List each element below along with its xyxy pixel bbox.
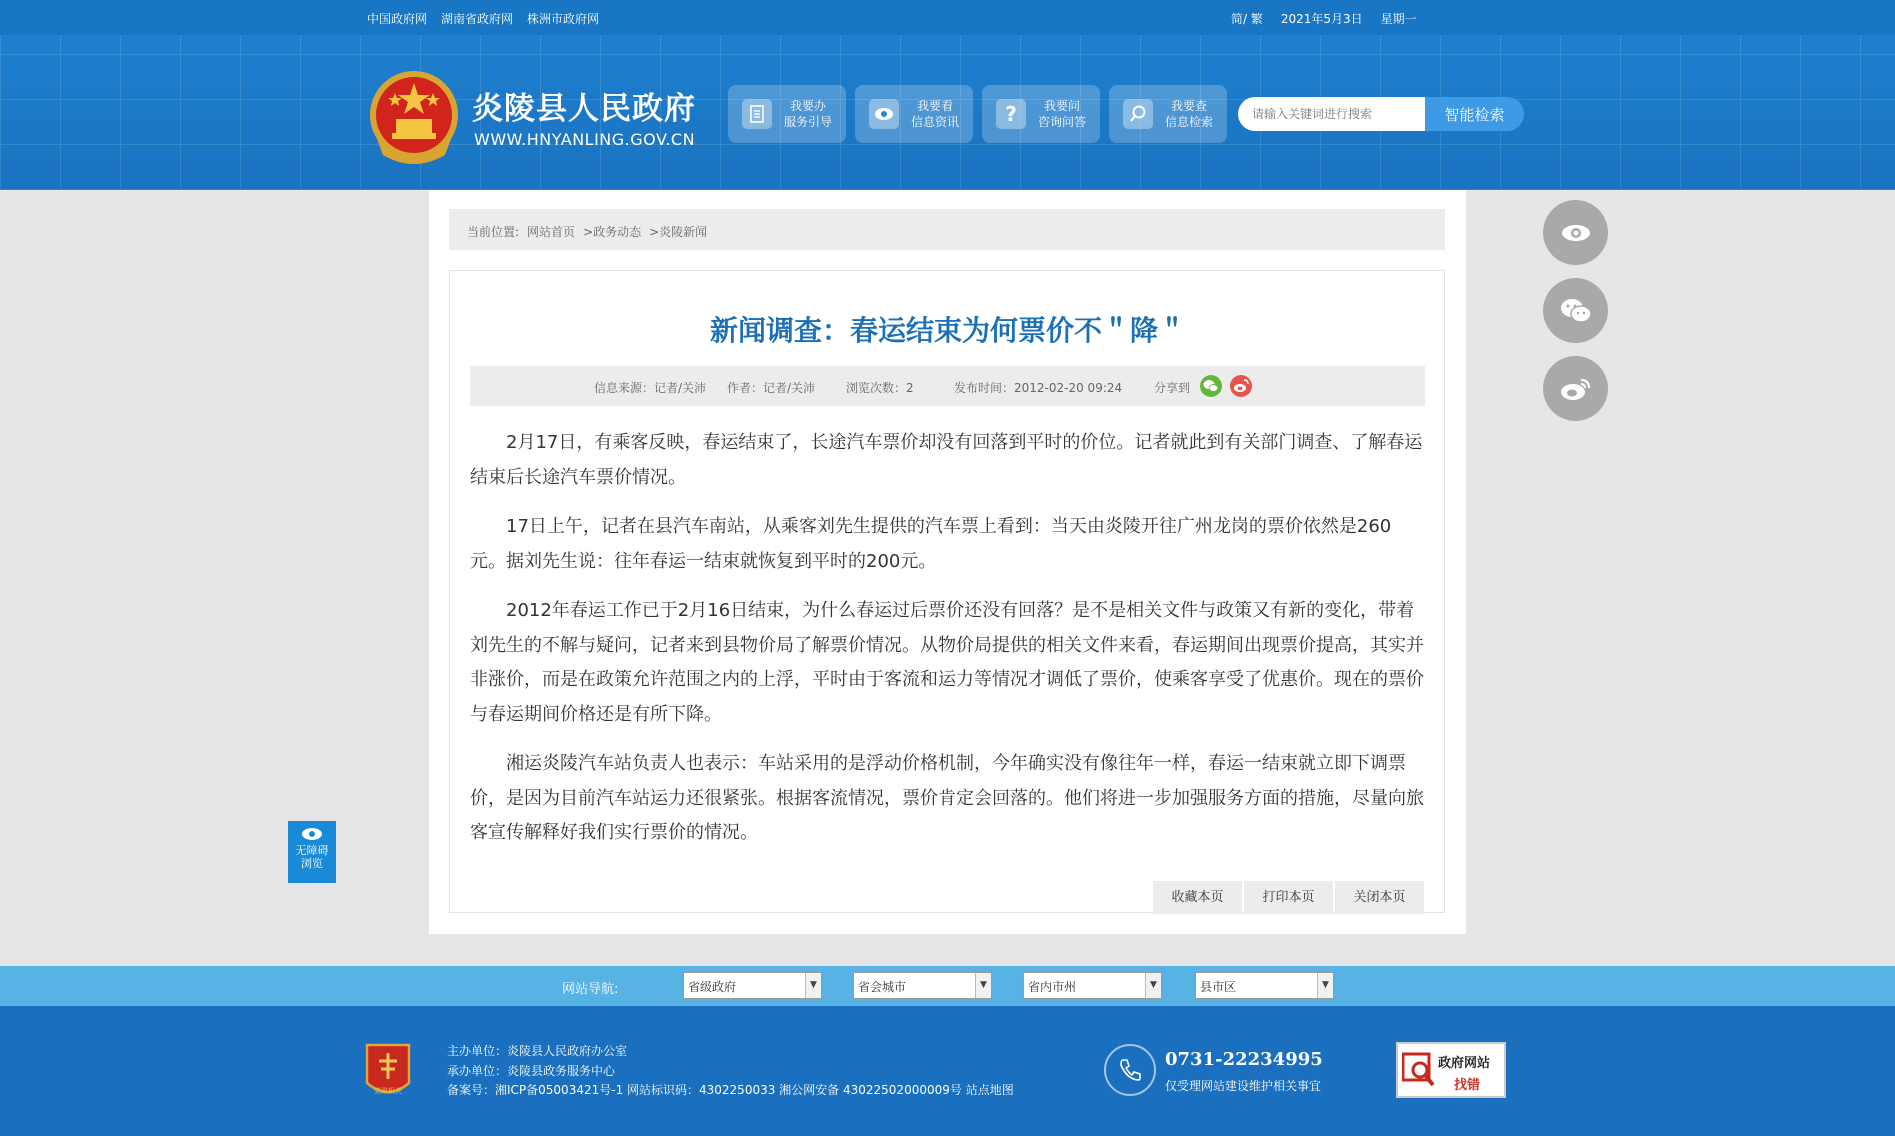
link-hunan-gov[interactable]: 湖南省政府网 [441,12,514,26]
quick-sub: 信息检索 [1165,115,1214,129]
article-tools [1153,881,1424,914]
site-nav-bar [0,966,1895,1006]
quick-link-info[interactable] [855,85,973,143]
current-weekday: 星期一 [1380,12,1417,26]
article-views: 浏览次数：2 [846,381,914,395]
article-source: 信息来源：记者/关沛 [594,381,707,395]
wechat-icon [1560,298,1592,324]
document-icon [742,99,772,129]
weibo-icon [1230,375,1252,397]
breadcrumb-home[interactable]: 网站首页 [527,225,576,239]
article-meta [470,366,1425,406]
article-paragraph: 2012年春运工作已于2月16日结束，为什么春运过后票价还没有回落？是不是相关文件与政策又有新的变化，带着刘先生的不解与疑问，记者来到县物价局了解票价情况。从物价局提供的相关文件来看，春运期间出现票价提高，其实并非涨价，而是在政策允许范围之内的上浮，平时由于客流和运力等情况才调低了票价，使乘客享受了优惠价。现在的票价与春运期间价格还是有所下降。 [470,600,1424,725]
link-zhuzhou-gov[interactable]: 株洲市政府网 [527,12,600,26]
language-toggle[interactable]: 简/ 繁 [1231,12,1263,26]
breadcrumb-label: 当前位置: [467,225,520,239]
select-capital-cities[interactable] [853,972,992,999]
site-url: WWW.HNYANLING.GOV.CN [474,130,696,149]
breadcrumb-yanling-news[interactable]: >炎陵新闻 [649,225,708,239]
top-strip [0,0,1895,35]
current-date: 2021年5月3日 [1280,12,1363,26]
select-counties[interactable] [1195,972,1334,999]
breadcrumb-news-dynamics[interactable]: >政务动态 [583,225,642,239]
quick-sub: 服务引导 [784,115,833,129]
site-footer [0,1006,1895,1136]
close-page-button[interactable]: 关闭本页 [1335,881,1424,914]
search-button[interactable]: 智能检索 [1425,97,1524,131]
quick-link-service[interactable] [728,85,846,143]
share-label: 分享到 [1154,381,1191,395]
error-report-sub: 找错 [1454,1078,1481,1093]
article-title: 新闻调查：春运结束为何票价不＂降＂ [709,314,1186,347]
accessibility-button[interactable] [288,821,336,883]
footer-record: 备案号：湘ICP备05003421号-1 网站标识码：4302250033 湘公网安备 43022502000009号 站点地图 [447,1083,1014,1097]
quick-sub: 咨询问答 [1038,115,1087,129]
breadcrumb [449,209,1445,250]
top-right [1231,10,1417,27]
chevron-down-icon: ▼ [975,973,991,998]
bookmark-page-button[interactable]: 收藏本页 [1153,881,1242,914]
wechat-icon [1200,375,1222,397]
quick-main: 我要问 [1044,99,1081,113]
question-icon: ? [996,99,1026,129]
error-report-title: 政府网站 [1438,1056,1491,1071]
share-weibo-button[interactable] [1230,375,1252,397]
accessibility-label-1: 无障碍 [295,844,329,857]
quick-sub: 信息资讯 [911,115,960,129]
side-wechat-button[interactable] [1543,278,1608,343]
quick-link-search[interactable] [1109,85,1227,143]
select-provincial-gov[interactable] [683,972,822,999]
quick-main: 我要办 [790,99,827,113]
article-paragraph: 湘运炎陵汽车站负责人也表示：车站采用的是浮动价格机制，今年确实没有像往年一样，春运一结束就立即下调票价，是因为目前汽车站运力还很紧张。根据客流情况，票价肯定会回落的。他们将进一步加强服务方面的措施，尽量向旅客宣传解释好我们实行票价的情况。 [470,753,1424,843]
site-nav-label: 网站导航: [562,982,619,997]
search-input[interactable] [1238,97,1425,131]
footer-phone-desc: 仅受理网站建设维护相关事宜 [1165,1079,1322,1093]
quick-link-ask[interactable] [982,85,1100,143]
select-value: 县市区 [1200,980,1237,994]
footer-info [447,1042,1014,1101]
main-content [429,190,1466,934]
footer-host: 主办单位：炎陵县人民政府办公室 [447,1044,628,1058]
eye-icon [869,99,899,129]
article-author: 作者：记者/关沛 [727,381,816,395]
print-page-button[interactable]: 打印本页 [1244,881,1333,914]
link-central-gov[interactable]: 中国政府网 [367,12,428,26]
accessibility-label-2: 浏览 [301,857,323,870]
article [449,270,1445,913]
eye-icon [301,827,323,841]
search-icon [1123,99,1153,129]
article-paragraph: 2月17日，有乘客反映，春运结束了，长途汽车票价却没有回落到平时的价位。记者就此到有关部门调查、了解春运结束后长途汽车票价情况。 [470,432,1423,488]
quick-main: 我要看 [917,99,954,113]
chevron-down-icon: ▼ [1317,973,1333,998]
eye-icon [1561,223,1591,243]
phone-icon [1104,1044,1156,1096]
select-value: 省级政府 [688,980,737,994]
gov-site-error-report-button[interactable] [1396,1042,1506,1098]
article-paragraph: 17日上午，记者在县汽车南站，从乘客刘先生提供的汽车票上看到：当天由炎陵开往广州龙岗的票价依然是260元。据刘先生说：往年春运一结束就恢复到平时的200元。 [470,516,1392,572]
select-value: 省内市州 [1028,980,1077,994]
top-links [367,10,599,27]
site-header [0,35,1895,190]
weibo-icon [1560,376,1592,402]
magnifier-icon [1402,1050,1436,1090]
party-government-badge-icon[interactable] [363,1039,413,1101]
chevron-down-icon: ▼ [805,973,821,998]
side-weibo-button[interactable] [1543,356,1608,421]
national-emblem-icon [367,69,462,169]
share-wechat-button[interactable] [1200,375,1222,397]
article-published: 发布时间：2012-02-20 09:24 [954,381,1123,395]
select-province-cities[interactable] [1023,972,1162,999]
side-view-button[interactable] [1543,200,1608,265]
quick-main: 我要查 [1171,99,1208,113]
footer-phone: 0731-22234995 [1165,1049,1323,1070]
select-value: 省会城市 [858,980,907,994]
article-body [470,426,1425,866]
site-title: 炎陵县人民政府 [472,91,696,127]
footer-organizer: 承办单位：炎陵县政务服务中心 [447,1063,616,1078]
chevron-down-icon: ▼ [1145,973,1161,998]
badge-text: 党政机关 [374,1087,402,1095]
